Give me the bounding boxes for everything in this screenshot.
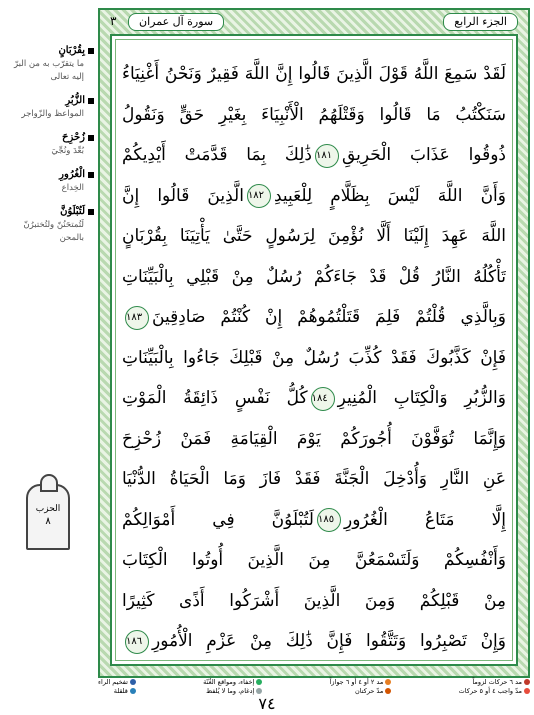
glossary-item: [2, 205, 94, 245]
ayah-marker: ١٨٥: [317, 508, 341, 532]
glossary-meaning: الخِداع: [61, 183, 84, 193]
legend-item: مدّ حركتان: [330, 687, 392, 696]
hizb-number: ٨: [45, 516, 51, 527]
glossary-sidebar: [2, 44, 94, 255]
verse-line: عَنِ النَّارِ وَأُدْخِلَ الْجَنَّةَ فَقَدْ فَازَ وَمَا الْحَيَاةُ الدُّنْيَا: [122, 469, 506, 489]
page-header: [110, 13, 518, 31]
glossary-term: الْغُرُورِ: [59, 169, 85, 180]
page-number: ٧٤: [258, 694, 276, 713]
hizb-emblem: [26, 484, 70, 550]
verse-line: وَإِنَّمَا تُوَفَّوْنَ أُجُورَكُمْ يَوْمَ الْقِيَامَةِ فَمَنْ زُحْزِحَ: [122, 428, 506, 449]
glossary-term: بِقُرْبَانٍ: [58, 45, 85, 56]
verse-line: مِنْ قَبْلِكُمْ وَمِنَ الَّذِينَ أَشْرَكُوا أَذًى كَثِيرًا: [122, 590, 506, 611]
legend-item: مد ٢ أو ٤ أو ٦ جوازاً: [330, 678, 392, 687]
glossary-item: [2, 131, 94, 158]
square-bullet-icon: [88, 48, 94, 54]
color-dot-icon: [524, 679, 530, 685]
verse-line: وَبِالَّذِي قُلْتُمْ فَلِمَ قَتَلْتُمُوهُمْ إِنْ كُنْتُمْ صَادِقِينَ١٨٣: [122, 297, 506, 338]
glossary-term: الزُّبُرِ: [65, 95, 85, 106]
legend-item: قلقلة: [98, 687, 136, 696]
glossary-meaning: ما يتقرّب به من البرّ إليه تعالى: [13, 59, 84, 82]
legend-item: مدّ واجب ٤ أو ٥ حركات: [459, 687, 530, 696]
glossary-meaning: لَتُمتحَنُنّ ولتُختبرُنّ بالمحن: [23, 220, 84, 243]
verse-line: لَقَدْ سَمِعَ اللَّهُ قَوْلَ الَّذِينَ قَالُوا إِنَّ اللَّهَ فَقِيرٌ وَنَحْنُ أَغْنِيَاءُ: [122, 64, 506, 84]
color-dot-icon: [130, 679, 136, 685]
verse-line: وَإِنْ تَصْبِرُوا وَتَتَّقُوا فَإِنَّ ذَٰلِكَ مِنْ عَزْمِ الْأُمُورِ١٨٦: [122, 621, 506, 662]
square-bullet-icon: [88, 98, 94, 104]
verse-line: اللَّهَ عَهِدَ إِلَيْنَا أَلَّا نُؤْمِنَ لِرَسُولٍ حَتَّىٰ يَأْتِيَنَا بِقُرْبَانٍ: [122, 226, 506, 246]
glossary-term: زُحْزِحَ: [62, 132, 85, 143]
ayah-marker: ١٨٦: [125, 630, 149, 654]
ayah-marker: ١٨٣: [125, 306, 149, 330]
verse-lines: [122, 54, 506, 658]
glossary-item: [2, 44, 94, 84]
hizb-label: الحزب: [35, 504, 61, 514]
color-dot-icon: [256, 679, 262, 685]
verse-line: تَأْكُلُهُ النَّارُ قُلْ قَدْ جَاءَكُمْ رُسُلٌ مِنْ قَبْلِي بِالْبَيِّنَاتِ: [122, 266, 506, 287]
color-dot-icon: [385, 679, 391, 685]
glossary-item: [2, 94, 94, 121]
ayah-marker: ١٨٢: [247, 184, 271, 208]
verse-line: فَإِنْ كَذَّبُوكَ فَقَدْ كُذِّبَ رُسُلٌ مِنْ قَبْلِكَ جَاءُوا بِالْبَيِّنَاتِ: [122, 347, 506, 368]
juz-label: الجزء الرابع: [443, 13, 518, 31]
legend-item: مد ٦ حركات لزوماً: [459, 678, 530, 687]
glossary-item: [2, 168, 94, 195]
verse-line: وَأَنْفُسِكُمْ وَلَتَسْمَعُنَّ مِنَ الَّذِينَ أُوتُوا الْكِتَابَ: [122, 550, 506, 570]
square-bullet-icon: [88, 135, 94, 141]
page-frame: [98, 8, 530, 678]
surah-number: ٣: [110, 14, 117, 28]
text-area: [110, 34, 518, 666]
square-bullet-icon: [88, 209, 94, 215]
legend-item: إخفاء، ومواقع الغُنّة: [203, 678, 262, 687]
verse-line: إِلَّا مَتَاعُ الْغُرُورِ١٨٥لَتُبْلَوُنَّ فِي أَمْوَالِكُمْ: [122, 500, 506, 541]
ayah-marker: ١٨٤: [311, 387, 335, 411]
square-bullet-icon: [88, 172, 94, 178]
legend-item: إدغام، وما لا يُلفظ: [203, 687, 262, 696]
verse-line: وَأَنَّ اللَّهَ لَيْسَ بِظَلَّامٍ لِلْعَبِيدِ١٨٢الَّذِينَ قَالُوا إِنَّ: [122, 176, 506, 217]
ayah-marker: ١٨١: [315, 144, 339, 168]
glossary-meaning: المواعظ والزّواجر: [21, 109, 84, 119]
glossary-meaning: بُعِّدَ ونُجِّيَ: [51, 146, 84, 156]
glossary-term: لَتُبْلَوُنَّ: [60, 206, 85, 217]
verse-line: وَالزُّبُرِ وَالْكِتَابِ الْمُنِيرِ١٨٤كُلُّ نَفْسٍ ذَائِقَةُ الْمَوْتِ: [122, 378, 506, 419]
surah-label: سورة آل عمران: [128, 13, 224, 31]
crown-icon: [40, 474, 58, 492]
verse-line: ذُوقُوا عَذَابَ الْحَرِيقِ١٨١ذَٰلِكَ بِمَا قَدَّمَتْ أَيْدِيكُمْ: [122, 135, 506, 176]
legend-item: تفخيم الراء: [98, 678, 136, 687]
verse-line: سَنَكْتُبُ مَا قَالُوا وَقَتْلَهُمُ الْأَنْبِيَاءَ بِغَيْرِ حَقٍّ وَنَقُولُ: [122, 104, 506, 125]
